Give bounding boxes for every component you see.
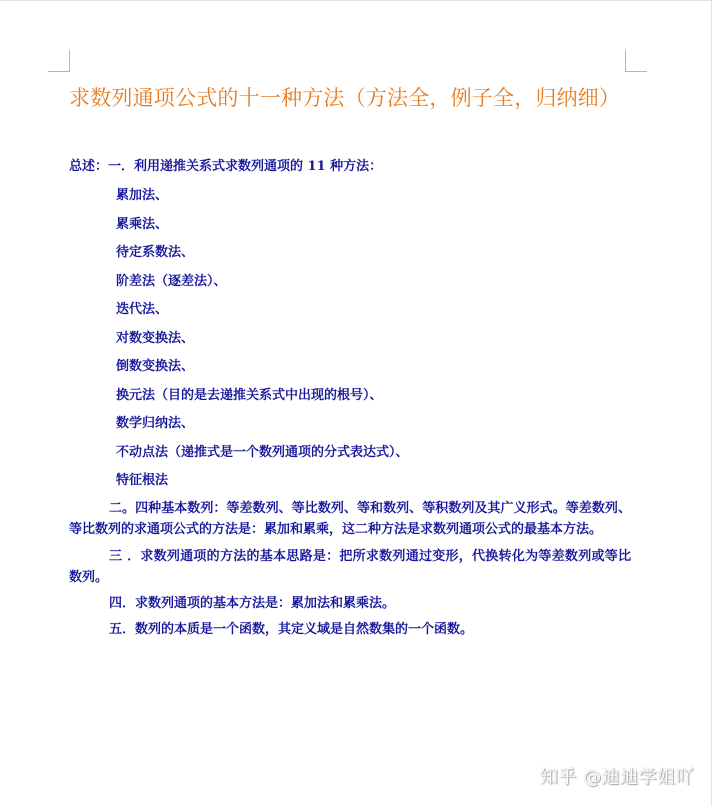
paragraph-basic-idea: 三 ．求数列通项的方法的基本思路是：把所求数列通过变形，代换转化为等差数列或等比数列。 (69, 548, 631, 585)
method-item: 待定系数法、 (116, 245, 195, 260)
method-list (69, 182, 631, 496)
method-item: 累乘法、 (116, 216, 169, 232)
document-title: 求数列通项公式的十一种方法（方法全，例子全，归纳细） (69, 86, 621, 110)
summary-line: 总述：一．利用递推关系式求数列通项的 11 种方法： (69, 159, 383, 174)
paragraph-basic-methods: 四．求数列通项的基本方法是：累加法和累乘法。 (109, 595, 396, 611)
method-item: 阶差法（逐差法）、 (116, 273, 227, 289)
watermark: 知乎 @迪迪学姐吖 (540, 767, 695, 788)
method-item: 换元法（目的是去递推关系式中出现的根号）、 (116, 387, 383, 403)
margin-corner-mark-top-left (48, 50, 70, 72)
paragraph-essence: 五．数列的本质是一个函数，其定义域是自然数集的一个函数。 (109, 621, 474, 637)
margin-corner-mark-top-right (625, 50, 647, 72)
method-item: 数学归纳法、 (116, 416, 195, 431)
method-item: 不动点法（递推式是一个数列通项的分式表达式）、 (116, 444, 409, 460)
method-item: 特征根法 (116, 473, 169, 488)
method-item: 对数变换法、 (116, 330, 195, 346)
method-item: 倒数变换法、 (116, 359, 195, 374)
method-item: 累加法、 (116, 188, 169, 203)
paragraph-basic-sequences: 二。四种基本数列：等差数列、等比数列、等和数列、等积数列及其广义形式。等差数列、等比数列的求通项公式的方法是：累加和累乘，这二种方法是求数列通项公式的最基本方法。 (69, 500, 631, 537)
document-body (69, 156, 631, 640)
method-item: 迭代法、 (116, 302, 169, 317)
